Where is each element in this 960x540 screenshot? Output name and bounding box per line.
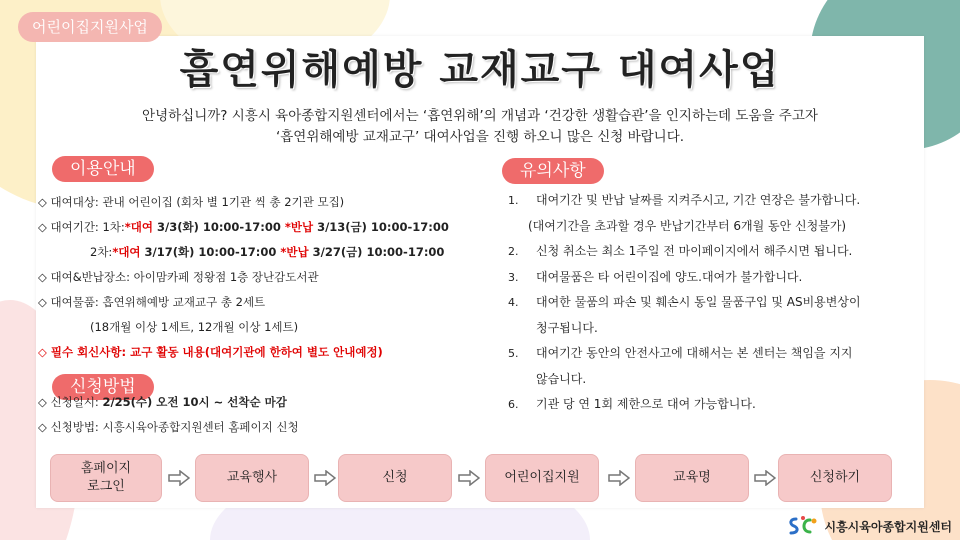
notice-num: 6. [508, 398, 519, 411]
notice-list [508, 188, 918, 418]
step-daycare-support: 어린이집지원 [485, 454, 599, 502]
period-2-rent-date: 3/17(화) 10:00-17:00 [140, 245, 281, 259]
period-1-return-label: *반납 [284, 220, 314, 234]
period-2-return-label: *반납 [280, 245, 309, 259]
notice-text: 기관 당 연 1회 제한으로 대여 가능합니다. [536, 397, 756, 411]
period-1-prefix: ◇ 대여기간: 1차: [38, 220, 125, 234]
notice-num: 3. [508, 270, 519, 284]
usage-items: ◇ 대여물품: 흡연위해예방 교재교구 총 2세트 [38, 295, 266, 309]
period-2-rent-label: *대여 [112, 245, 141, 259]
notice-num: 2. [508, 245, 519, 258]
usage-target: ◇ 대여대상: 관내 어린이집 (회차 별 1기관 씩 총 2기관 모집) [38, 195, 345, 209]
spacer [38, 365, 498, 390]
sc-logo-icon [786, 515, 820, 537]
period-1-rent-date: 3/3(화) 10:00-17:00 [153, 220, 285, 234]
intro-line-2: ‘흡연위해예방 교재교구’ 대여사업을 진행 하오니 많은 신청 바랍니다. [275, 129, 685, 145]
usage-section [38, 190, 498, 440]
notice-num [508, 367, 536, 393]
period-1-rent-label: *대여 [124, 220, 153, 234]
notice-text: 신청 취소는 최소 1주일 전 마이페이지에서 해주시면 됩니다. [536, 244, 853, 258]
step-flow [50, 454, 900, 502]
footer-logo [786, 515, 952, 537]
notice-text: 않습니다. [536, 371, 587, 386]
page-title: 흡연위해예방 교재교구 대여사업 [179, 47, 781, 93]
list-item [508, 188, 918, 214]
period-1-return-date: 3/13(금) 10:00-17:00 [313, 220, 449, 234]
list-item [508, 341, 918, 367]
list-item [508, 214, 918, 240]
arrow-right-icon [608, 470, 630, 486]
step-submit: 신청하기 [778, 454, 892, 502]
list-item [508, 316, 918, 342]
notice-num [508, 214, 528, 240]
intro-text [0, 106, 960, 148]
step-edu-name: 교육명 [635, 454, 749, 502]
notice-text: 대여물품은 타 어린이집에 양도.대여가 불가합니다. [536, 269, 803, 284]
apply-date-value: 2/25(수) 오전 10시 ~ 선착순 마감 [102, 395, 287, 409]
footer-org-name: 시흥시육아종합지원센터 [824, 519, 952, 534]
apply-date [38, 390, 498, 415]
period-2-prefix: 2차: [90, 245, 113, 259]
period-2-return-date: 3/27(금) 10:00-17:00 [308, 245, 445, 259]
apply-method: ◇ 신청방법: 시흥시육아종합지원센터 홈페이지 신청 [38, 420, 299, 434]
notice-text: 대여기간 및 반납 날짜를 지켜주시고, 기간 연장은 불가합니다. [536, 193, 861, 207]
usage-period-1 [38, 215, 498, 240]
list-item [508, 392, 918, 418]
apply-heading: 신청방법 [52, 374, 154, 400]
list-item [508, 265, 918, 291]
arrow-right-icon [754, 470, 776, 486]
notice-text: 대여기간 동안의 안전사고에 대해서는 본 센터는 책임을 지지 [536, 346, 853, 360]
usage-required: ◇ 필수 회신사항: 교구 활동 내용(대여기관에 한하여 별도 안내예정) [38, 345, 383, 359]
notice-heading: 유의사항 [502, 158, 604, 184]
arrow-right-icon [168, 470, 190, 486]
list-item [508, 290, 918, 316]
notice-text: (대여기간을 초과할 경우 반납기간부터 6개월 동안 신청불가) [528, 218, 847, 233]
list-item [508, 367, 918, 393]
apply-date-prefix: ◇ 신청일시: [38, 395, 103, 409]
notice-num: 1. [508, 194, 519, 207]
program-tag: 어린이집지원사업 [18, 12, 162, 42]
usage-heading: 이용안내 [52, 156, 154, 182]
list-item [508, 239, 918, 265]
step-edu-event: 교육행사 [195, 454, 309, 502]
usage-period-2 [38, 240, 498, 265]
notice-text: 대여한 물품의 파손 및 훼손시 동일 물품구입 및 AS비용변상이 [536, 295, 861, 309]
intro-line-1: 안녕하십니까? 시흥시 육아종합지원센터에서는 ‘흡연위해’의 개념과 ‘건강한 생활습관’을 인지하는데 도움을 주고자 [142, 108, 818, 124]
notice-num [508, 316, 536, 342]
notice-num: 4. [508, 296, 519, 309]
notice-text: 청구됩니다. [536, 320, 598, 335]
arrow-right-icon [314, 470, 336, 486]
arrow-right-icon [458, 470, 480, 486]
notice-num: 5. [508, 347, 519, 360]
usage-items-detail: (18개월 이상 1세트, 12개월 이상 1세트) [90, 320, 299, 334]
step-apply: 신청 [338, 454, 452, 502]
step-login: 홈페이지 로그인 [50, 454, 162, 502]
usage-place: ◇ 대여&반납장소: 아이맘카페 정왕점 1층 장난감도서관 [38, 270, 319, 284]
